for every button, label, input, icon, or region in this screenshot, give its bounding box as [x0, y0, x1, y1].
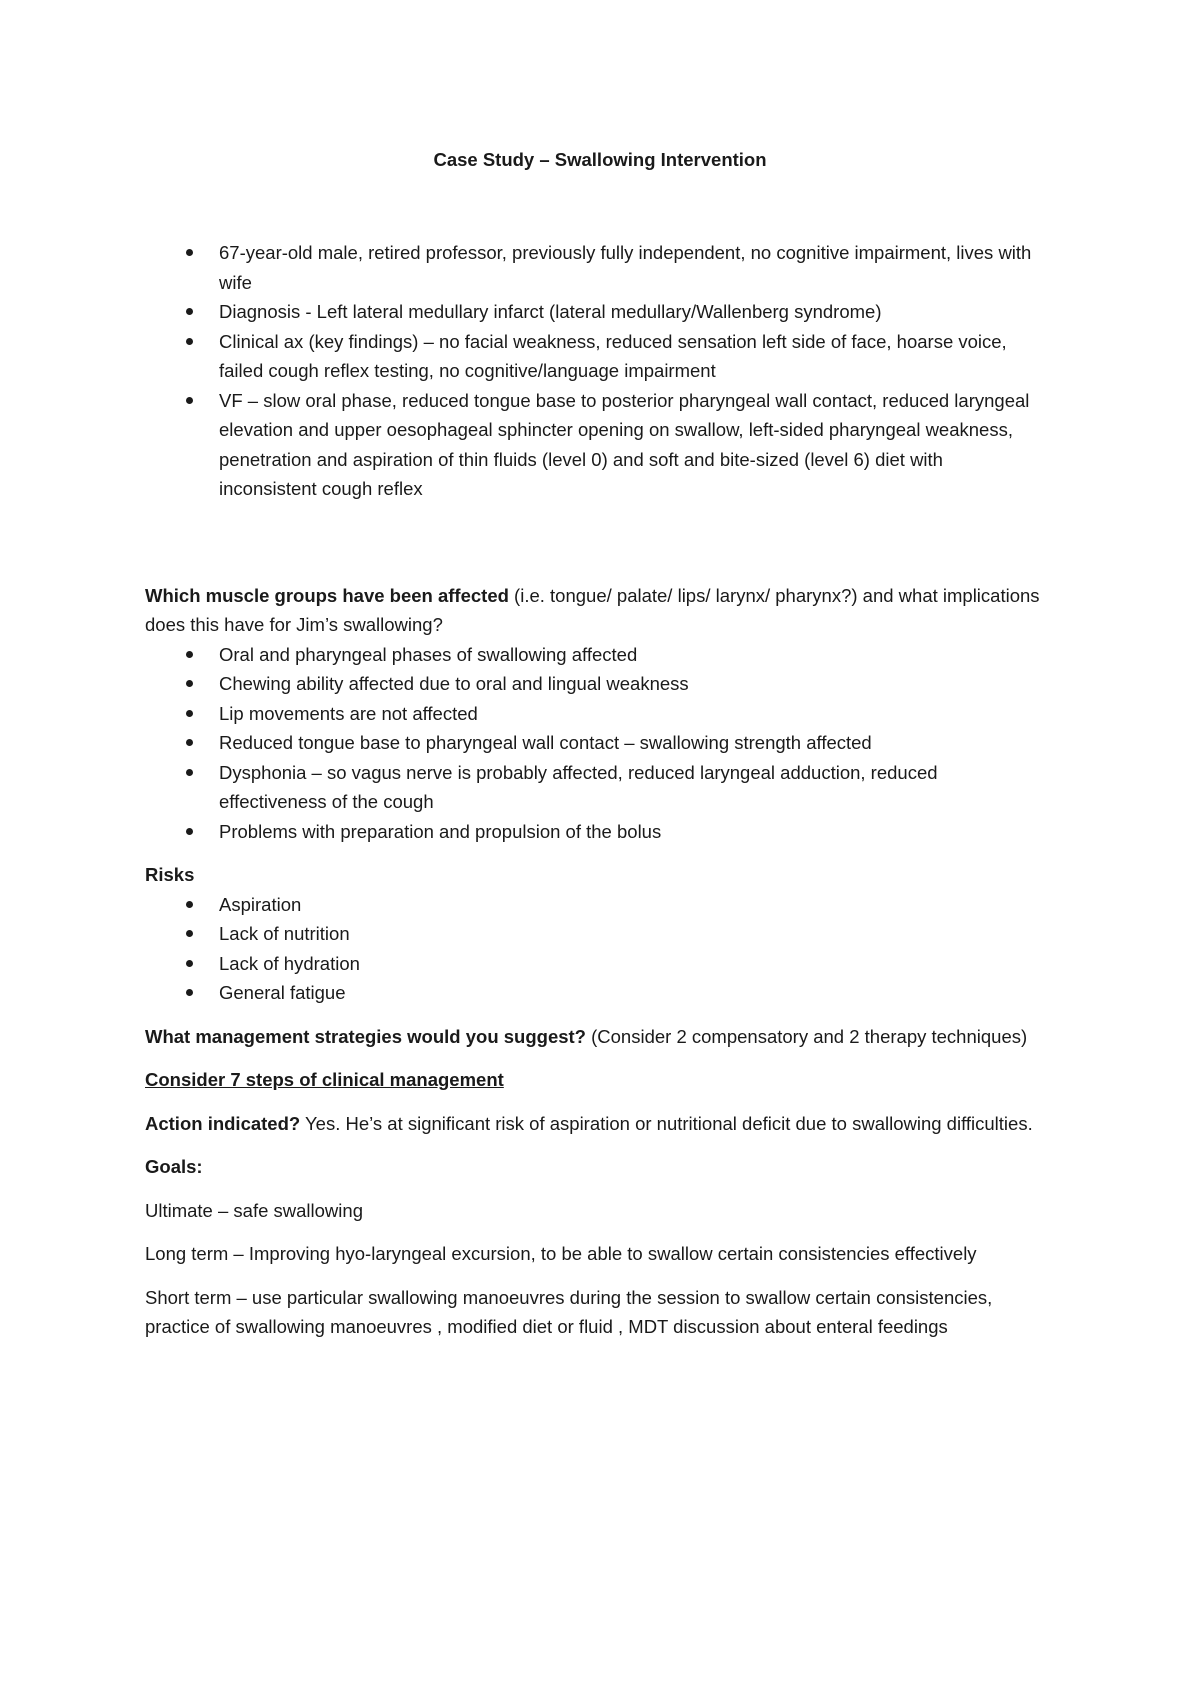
action-indicated	[145, 1109, 1045, 1139]
action-rest-text: Yes. He’s at significant risk of aspiration or nutritional deficit due to swallowing difficulties.	[300, 1112, 1033, 1134]
steps-heading: Consider 7 steps of clinical management	[145, 1069, 504, 1090]
list-item: Problems with preparation and propulsion of the bolus	[145, 817, 1045, 847]
question-rest-text: (i.e. tongue/ palate/ lips/ larynx/ pharynx?) and what implications does this have for Jim’s swallowing?	[145, 584, 1040, 635]
list-item: Dysphonia – so vagus nerve is probably affected, reduced laryngeal adduction, reduced effectiveness of the cough	[145, 758, 1045, 817]
question-rest-text: (Consider 2 compensatory and 2 therapy techniques)	[585, 1025, 1028, 1047]
question-muscle-groups	[145, 581, 1045, 640]
question-bold-text: What management strategies would you suggest?	[145, 1025, 586, 1047]
list-item: 67-year-old male, retired professor, previously fully independent, no cognitive impairment, lives with wife	[145, 238, 1045, 297]
action-bold-text: Action indicated?	[145, 1112, 301, 1134]
goal-long-term: Long term – Improving hyo-laryngeal excursion, to be able to swallow certain consistencies effectively	[145, 1243, 977, 1264]
goal-ultimate: Ultimate – safe swallowing	[145, 1199, 363, 1221]
list-item: Chewing ability affected due to oral and lingual weakness	[145, 669, 1045, 699]
document-body	[145, 238, 1045, 1342]
goal-short-term: Short term – use particular swallowing manoeuvres during the session to swallow certain consistencies, practice of swallowing manoeuvres , modified diet or fluid , MDT discussion about enteral feedings	[145, 1286, 993, 1337]
risks-heading: Risks	[145, 864, 195, 885]
list-item: Reduced tongue base to pharyngeal wall contact – swallowing strength affected	[145, 728, 1045, 758]
effects-list	[145, 640, 1045, 847]
goals-heading: Goals:	[145, 1156, 203, 1177]
list-item: General fatigue	[145, 978, 1045, 1008]
case-details-list	[145, 238, 1045, 504]
page-title: Case Study – Swallowing Intervention	[433, 149, 767, 170]
list-item: Diagnosis - Left lateral medullary infarct (lateral medullary/Wallenberg syndrome)	[145, 297, 1045, 327]
risks-list	[145, 890, 1045, 1008]
list-item: Lack of hydration	[145, 949, 1045, 979]
list-item: Lack of nutrition	[145, 919, 1045, 949]
list-item: Lip movements are not affected	[145, 699, 1045, 729]
list-item: Aspiration	[145, 890, 1045, 920]
list-item: Clinical ax (key findings) – no facial weakness, reduced sensation left side of face, hoarse voice, failed cough reflex testing, no cognitive/language impairment	[145, 327, 1045, 386]
question-bold-text: Which muscle groups have been affected	[145, 584, 509, 606]
list-item: VF – slow oral phase, reduced tongue base to posterior pharyngeal wall contact, reduced laryngeal elevation and upper oesophageal sphincter opening on swallow, left-sided pharyngeal weakness, penetration and aspiration of thin fluids (level 0) and soft and bite-sized (level 6) diet with inconsistent cough reflex	[145, 386, 1045, 504]
question-management	[145, 1022, 1045, 1052]
list-item: Oral and pharyngeal phases of swallowing affected	[145, 640, 1045, 670]
